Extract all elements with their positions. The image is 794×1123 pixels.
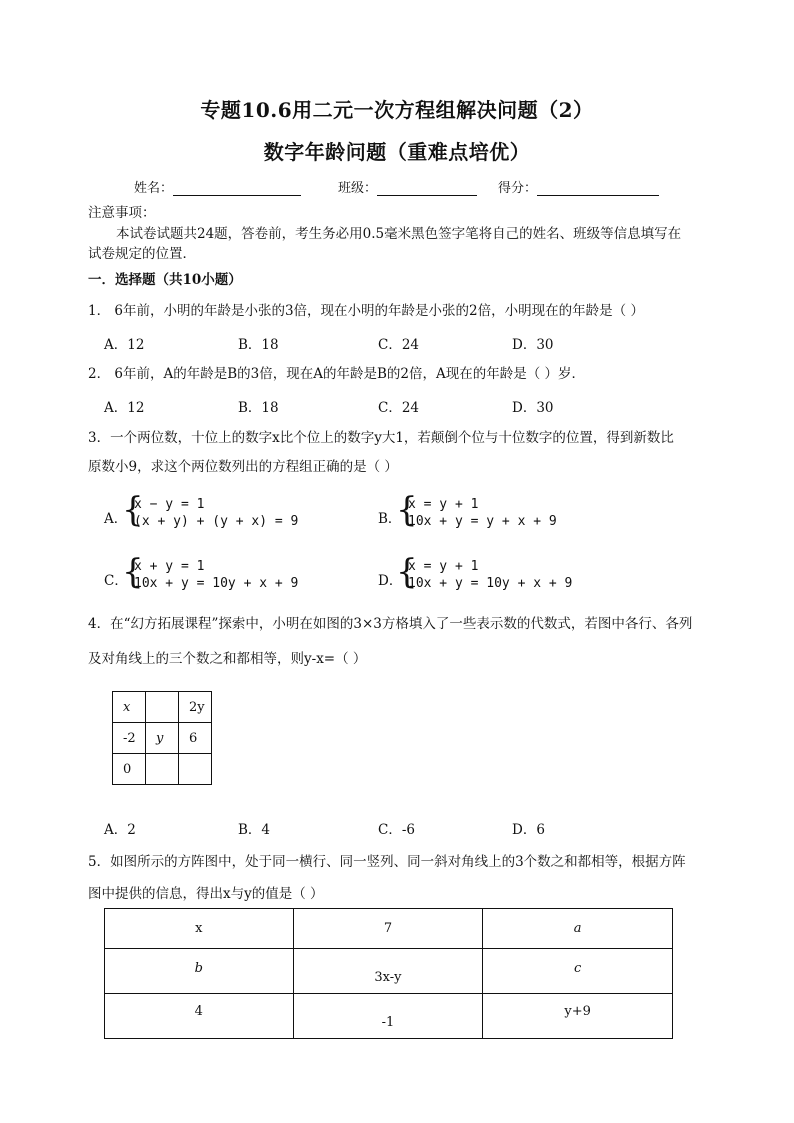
grid-cell: 0 — [113, 754, 146, 785]
q2-option-a[interactable]: A．12 — [104, 400, 145, 416]
class-field[interactable] — [338, 177, 477, 196]
matrix-cell: 4 — [105, 994, 294, 1039]
grid-cell: 2y — [179, 692, 212, 723]
matrix-cell: b — [105, 949, 294, 994]
matrix-cell: c — [483, 949, 673, 994]
square-matrix-table — [104, 908, 673, 1039]
grid-cell — [179, 754, 212, 785]
q3-a-eq2: (x + y) + (y + x) = 9 — [134, 514, 299, 529]
class-label: 班级： — [338, 181, 378, 196]
matrix-cell: 3x-y — [293, 949, 483, 994]
notice-line-2: 试卷规定的位置． — [88, 246, 196, 262]
q3-a-eq1: x − y = 1 — [134, 497, 205, 512]
grid-cell — [146, 754, 179, 785]
grid-cell: x — [113, 692, 146, 723]
section-heading: 一．选择题（共10小题） — [88, 272, 242, 288]
q4-option-c[interactable]: C．-6 — [378, 822, 415, 838]
q1-stem: 1． 6年前，小明的年龄是小张的3倍，现在小明的年龄是小张的2倍，小明现在的年龄是（ ） — [88, 303, 644, 319]
q3-option-a-label[interactable]: A． — [104, 511, 128, 527]
q1-option-c[interactable]: C．24 — [378, 337, 420, 353]
matrix-cell: y+9 — [483, 994, 673, 1039]
matrix-row — [105, 994, 673, 1039]
notice-label: 注意事项： — [88, 205, 156, 221]
grid-cell: -2 — [113, 723, 146, 754]
q4-option-a[interactable]: A．2 — [104, 822, 136, 838]
name-blank-line — [173, 181, 301, 196]
q2-option-c[interactable]: C．24 — [378, 400, 420, 416]
notice-line-1: 本试卷试题共24题，答卷前，考生务必用0.5毫米黑色签字笔将自己的姓名、班级等信息填写在 — [116, 226, 682, 242]
q4-stem-line-2: 及对角线上的三个数之和都相等，则y-x=（ ） — [88, 651, 367, 667]
q1-option-a[interactable]: A．12 — [104, 337, 145, 353]
q5-stem-line-2: 图中提供的信息，得出x与y的值是（ ） — [88, 886, 324, 902]
q3-c-eq2: 10x + y = 10y + x + 9 — [134, 576, 299, 591]
q3-option-d-label[interactable]: D． — [378, 573, 403, 589]
q3-b-eq1: x = y + 1 — [408, 497, 479, 512]
grid-cell: 6 — [179, 723, 212, 754]
grid-row — [113, 692, 212, 723]
title-line-2: 数字年龄问题（重难点培优） — [263, 140, 531, 164]
grid-row — [113, 723, 212, 754]
brace-icon: { — [122, 552, 144, 592]
matrix-cell: x — [105, 909, 294, 949]
q1-option-b[interactable]: B．18 — [238, 337, 279, 353]
matrix-row — [105, 949, 673, 994]
q1-option-d[interactable]: D．30 — [512, 337, 554, 353]
q3-d-eq1: x = y + 1 — [408, 559, 479, 574]
q4-option-b[interactable]: B．4 — [238, 822, 271, 838]
matrix-cell: -1 — [293, 994, 483, 1039]
score-blank-line — [537, 181, 659, 196]
name-label: 姓名： — [134, 181, 174, 196]
matrix-row — [105, 909, 673, 949]
q5-stem-line-1: 5．如图所示的方阵图中，处于同一横行、同一竖列、同一斜对角线上的3个数之和都相等，根据方阵 — [88, 854, 686, 870]
q2-option-b[interactable]: B．18 — [238, 400, 279, 416]
class-blank-line — [377, 181, 477, 196]
q2-stem: 2． 6年前，A的年龄是B的3倍，现在A的年龄是B的2倍，A现在的年龄是（ ）岁． — [88, 366, 586, 382]
brace-icon: { — [396, 552, 418, 592]
grid-cell — [146, 692, 179, 723]
q3-option-b-label[interactable]: B． — [378, 511, 402, 527]
score-field[interactable] — [498, 177, 659, 196]
title-line-1: 专题10.6用二元一次方程组解决问题（2） — [200, 98, 594, 122]
q3-c-eq1: x + y = 1 — [134, 559, 205, 574]
q3-stem-line-1: 3．一个两位数，十位上的数字x比个位上的数字y大1，若颠倒个位与十位数字的位置，得到新数比 — [88, 430, 674, 446]
score-label: 得分： — [498, 181, 538, 196]
brace-icon: { — [122, 490, 144, 530]
grid-row — [113, 754, 212, 785]
name-field[interactable] — [134, 177, 301, 196]
q4-stem-line-1: 4．在“幻方拓展课程”探索中，小明在如图的3×3方格填入了一些表示数的代数式，若图中各行、各列 — [88, 616, 693, 632]
matrix-cell: 7 — [293, 909, 483, 949]
q3-stem-line-2: 原数小9，求这个两位数列出的方程组正确的是（ ） — [88, 459, 398, 475]
q3-option-c-label[interactable]: C． — [104, 573, 128, 589]
magic-square-grid — [112, 691, 212, 785]
matrix-cell: a — [483, 909, 673, 949]
q2-option-d[interactable]: D．30 — [512, 400, 554, 416]
q3-d-eq2: 10x + y = 10y + x + 9 — [408, 576, 573, 591]
q4-option-d[interactable]: D．6 — [512, 822, 545, 838]
q3-b-eq2: 10x + y = y + x + 9 — [408, 514, 557, 529]
grid-cell: y — [146, 723, 179, 754]
brace-icon: { — [396, 490, 418, 530]
